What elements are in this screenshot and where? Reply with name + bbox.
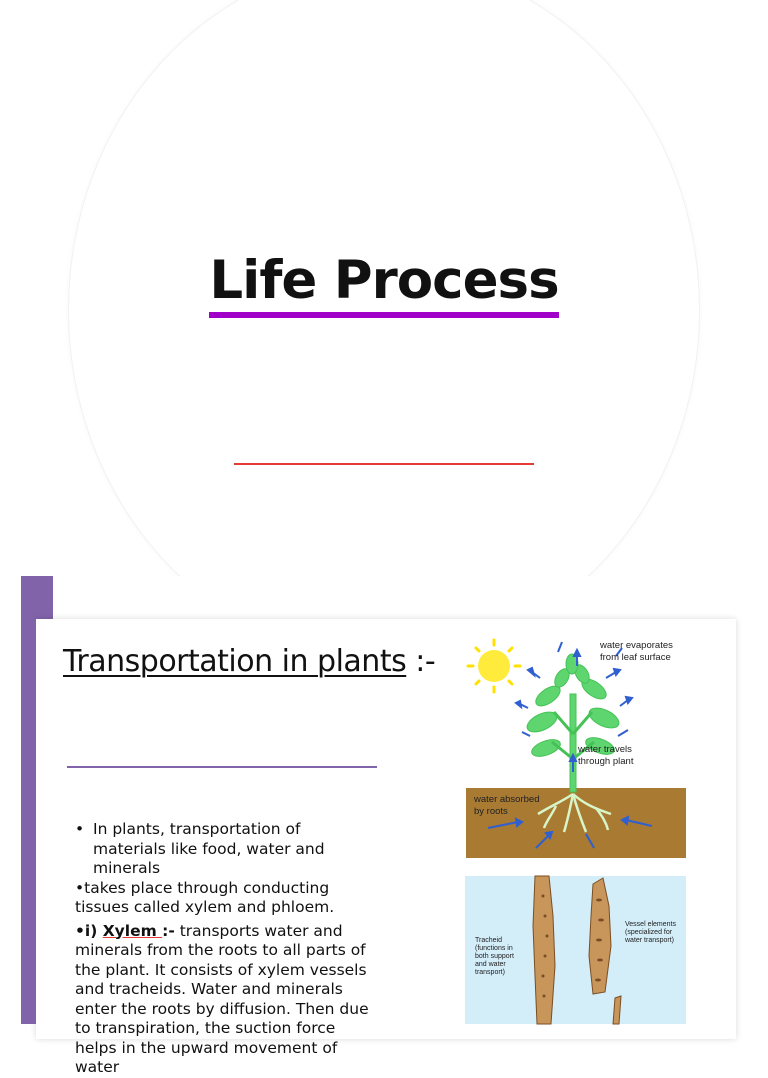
label-absorbed-1: water absorbed bbox=[474, 794, 540, 805]
section-heading bbox=[63, 644, 435, 679]
xylem-text: transports water and minerals from the roots to all parts of the plant. It consists of xylem vessels and tracheids. Water and minerals enter the roots by diffusion. Then due to transpiration, the suction force helps in the upward movement of water bbox=[75, 921, 369, 1076]
xylem-cells-diagram bbox=[465, 876, 686, 1024]
paragraph-xylem bbox=[75, 922, 375, 1078]
tracheid-label-4: and water bbox=[475, 961, 506, 968]
xylem-cells-svg bbox=[465, 876, 686, 1024]
tracheid-label-3: both support bbox=[475, 953, 514, 960]
decorative-ellipse bbox=[68, 0, 700, 660]
red-divider-line bbox=[234, 463, 534, 465]
content-slide bbox=[0, 576, 768, 1076]
tracheid-label-1: Tracheid bbox=[475, 937, 502, 944]
plant-water-diagram bbox=[466, 634, 686, 858]
sun-icon bbox=[468, 640, 520, 692]
xylem-prefix: •i) bbox=[75, 921, 103, 940]
label-evaporates-1: water evaporates bbox=[600, 640, 673, 651]
accent-bar-side bbox=[21, 619, 36, 1024]
vessel-label-3: water transport) bbox=[625, 937, 675, 944]
tracheid-label-5: transport) bbox=[475, 969, 505, 976]
tracheid-label-2: (functions in bbox=[475, 945, 513, 952]
heading-underlined: Transportation in plants bbox=[63, 644, 407, 679]
purple-divider-line bbox=[67, 766, 377, 768]
label-travels-2: through plant bbox=[578, 756, 634, 767]
title-text: Life Process bbox=[209, 250, 558, 318]
body-text bbox=[75, 820, 375, 1078]
label-travels-1: water travels bbox=[578, 744, 632, 755]
label-evaporates-2: from leaf surface bbox=[600, 652, 671, 663]
slide-title bbox=[0, 250, 768, 318]
vessel-label-1: Vessel elements bbox=[625, 921, 676, 928]
label-absorbed-2: by roots bbox=[474, 806, 508, 817]
tracheid-cell-icon bbox=[533, 876, 555, 1024]
xylem-label: Xylem bbox=[102, 921, 163, 940]
paragraph-conducting: •takes place through conducting tissues called xylem and phloem. bbox=[75, 878, 335, 916]
vessel-element-icon bbox=[589, 878, 621, 1024]
accent-bar-top bbox=[21, 576, 53, 619]
bullet-text: In plants, transportation of materials like food, water and minerals bbox=[93, 820, 325, 877]
heading-suffix: :- bbox=[406, 644, 436, 679]
vessel-label-2: (specialized for bbox=[625, 929, 673, 936]
bullet-symbol: • bbox=[75, 820, 85, 838]
bullet-item bbox=[75, 820, 375, 879]
xylem-separator: :- bbox=[162, 921, 175, 940]
